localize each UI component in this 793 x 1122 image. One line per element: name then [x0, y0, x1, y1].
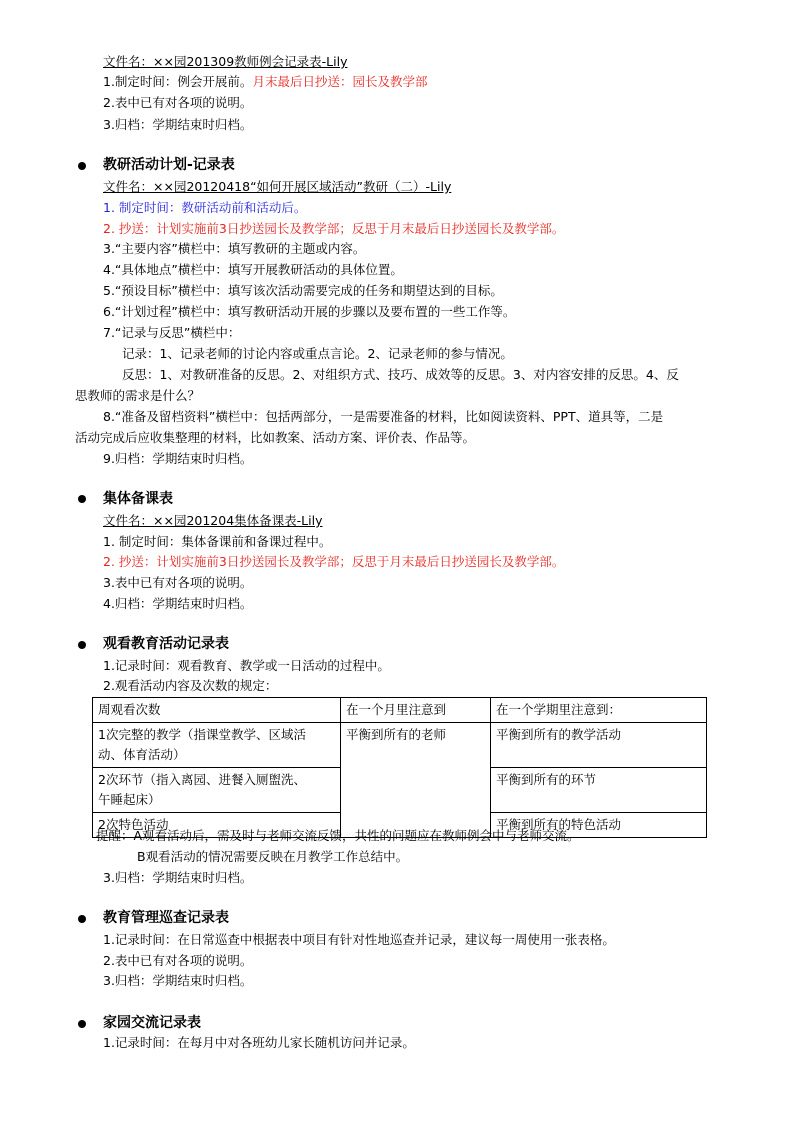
paragraph: B观看活动的情况需要反映在月教学工作总结中。 [137, 849, 409, 864]
table-header-cell: 周观看次数 [93, 698, 341, 723]
paragraph: 提醒：A观看活动后，需及时与老师交流反馈，共性的问题应在教师例会中与老师交流。 [96, 828, 580, 843]
section-title: 家园交流记录表 [103, 1015, 201, 1031]
bullet-icon [78, 495, 86, 503]
paragraph: 1. 制定时间：教研活动前和活动后。 [103, 200, 307, 215]
cell-line: 1次完整的教学（指课堂教学、区域活 [98, 727, 306, 742]
table-header-row [93, 698, 707, 723]
bullet-icon [78, 915, 86, 923]
paragraph: 3.表中已有对各项的说明。 [103, 575, 253, 590]
table-header-cell: 在一个月里注意到 [341, 698, 491, 723]
table-cell [93, 723, 341, 768]
filename-line: 文件名：××园201204集体备课表-Lily [103, 513, 323, 528]
paragraph: 9.归档：学期结束时归档。 [103, 451, 253, 466]
table-cell: 平衡到所有的老师 [341, 723, 491, 838]
paragraph: 1.记录时间：观看教育、教学或一日活动的过程中。 [103, 658, 390, 673]
table-cell: 平衡到所有的特色活动 [491, 813, 707, 838]
paragraph: 反思：1、对教研准备的反思。2、对组织方式、技巧、成效等的反思。3、对内容安排的反思。4、反 [122, 367, 679, 382]
paragraph: 记录：1、记录老师的讨论内容或重点言论。2、记录老师的参与情况。 [122, 346, 513, 361]
paragraph: 3.“主要内容”横栏中：填写教研的主题或内容。 [103, 241, 366, 256]
cell-line: 2次环节（指入离园、进餐入厕盥洗、 [98, 772, 306, 787]
paragraph: 2.表中已有对各项的说明。 [103, 953, 253, 968]
paragraph: 思教师的需求是什么？ [75, 388, 201, 403]
section-title: 教育管理巡查记录表 [103, 910, 229, 926]
paragraph: 4.归档：学期结束时归档。 [103, 596, 253, 611]
paragraph: 3.归档：学期结束时归档。 [103, 870, 253, 885]
paragraph: 2.观看活动内容及次数的规定： [103, 678, 278, 693]
paragraph [103, 73, 427, 91]
filename-line: 文件名：××园201309教师例会记录表-Lily [103, 54, 348, 69]
table-cell: 平衡到所有的教学活动 [491, 723, 707, 768]
filename-line: 文件名：××园20120418“如何开展区域活动”教研（二）-Lily [103, 179, 452, 194]
section-title: 教研活动计划-记录表 [103, 157, 235, 173]
section-title: 集体备课表 [103, 491, 173, 507]
table-cell: 2次特色活动 [93, 813, 341, 838]
paragraph: 5.“预设目标”横栏中：填写该次活动需要完成的任务和期望达到的目标。 [103, 283, 503, 298]
observation-table [92, 697, 707, 838]
table-cell [93, 768, 341, 813]
bullet-icon [78, 1020, 86, 1028]
table-cell: 平衡到所有的环节 [491, 768, 707, 813]
bullet-icon [78, 641, 86, 649]
paragraph: 1. 制定时间：集体备课前和备课过程中。 [103, 534, 332, 549]
paragraph: 活动完成后应收集整理的材料，比如教案、活动方案、评价表、作品等。 [75, 430, 476, 445]
cell-line: 动、体育活动） [98, 747, 186, 762]
text-black: 1.制定时间：例会开展前。 [103, 74, 253, 89]
table-row [93, 723, 707, 768]
table-header-cell: 在一个学期里注意到： [491, 698, 707, 723]
paragraph: 7.“记录与反思”横栏中： [103, 325, 241, 340]
paragraph: 6.“计划过程”横栏中：填写教研活动开展的步骤以及要布置的一些工作等。 [103, 304, 516, 319]
section-title: 观看教育活动记录表 [103, 636, 229, 652]
paragraph: 4.“具体地点”横栏中：填写开展教研活动的具体位置。 [103, 262, 403, 277]
paragraph: 1.记录时间：在日常巡查中根据表中项目有针对性地巡查并记录，建议每一周使用一张表格。 [103, 932, 615, 947]
paragraph: 3.归档：学期结束时归档。 [103, 973, 253, 988]
bullet-icon [78, 162, 86, 170]
paragraph: 2.表中已有对各项的说明。 [103, 95, 253, 110]
paragraph: 2. 抄送：计划实施前3日抄送园长及教学部；反思于月末最后日抄送园长及教学部。 [103, 554, 565, 569]
paragraph: 2. 抄送：计划实施前3日抄送园长及教学部；反思于月末最后日抄送园长及教学部。 [103, 221, 565, 236]
paragraph: 3.归档：学期结束时归档。 [103, 117, 253, 132]
paragraph: 1.记录时间：在每月中对各班幼儿家长随机访问并记录。 [103, 1035, 415, 1050]
text-red: 月末最后日抄送：园长及教学部 [252, 74, 428, 89]
cell-line: 午睡起床） [98, 792, 161, 807]
paragraph: 8.“准备及留档资料”横栏中：包括两部分，一是需要准备的材料，比如阅读资料、PPT、道具等，二是 [103, 409, 664, 424]
